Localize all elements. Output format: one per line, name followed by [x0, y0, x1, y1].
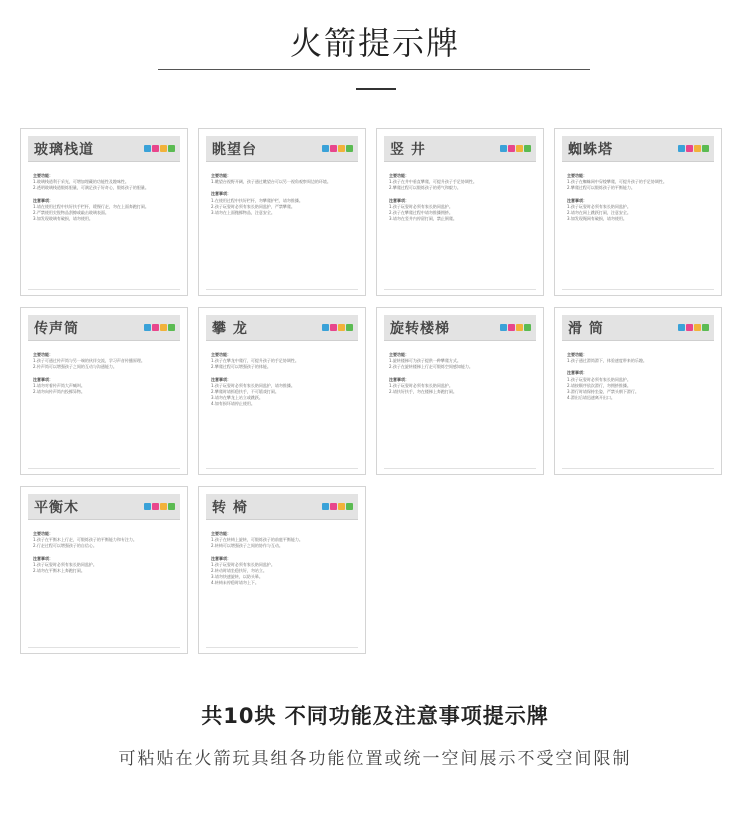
section-line: 1.孩子可通过传声筒与另一端的伙伴交流，学习声音传播原理。 — [33, 358, 145, 364]
section-line: 2.请扶好扶手，勿在楼梯上奔跑打闹。 — [389, 389, 457, 395]
section-heading: 主要功能： — [567, 352, 587, 357]
color-blocks-icon — [144, 503, 175, 510]
color-block-icon — [144, 145, 151, 152]
sign-card-title: 攀 龙 — [212, 321, 248, 337]
sign-card-bottom-rule — [384, 468, 536, 469]
section-line: 3.滑行时请保持坐姿，严禁头朝下滑行。 — [567, 389, 639, 395]
section-line: 1.孩子玩耍时必须有家长陪同监护，请勿推搡。 — [211, 382, 295, 388]
sign-card-bottom-rule — [28, 647, 180, 648]
color-block-icon — [330, 145, 337, 152]
section-line: 1.孩子玩耍时必须有家长陪同监护。 — [389, 203, 453, 209]
sign-card-title: 玻璃栈道 — [34, 142, 94, 158]
section-heading: 注意事项： — [33, 376, 53, 382]
sign-card-bottom-rule — [28, 289, 180, 290]
section-line: 2.请勿在平衡木上奔跑打闹。 — [33, 568, 85, 574]
color-block-icon — [152, 503, 159, 510]
section-line: 1.孩子玩耍时必须有家长陪同监护。 — [33, 561, 97, 567]
section-line: 1.孩子玩耍时必须有家长陪同监护。 — [567, 203, 631, 209]
section-line: 2.攀爬时请抓稳扶手，不可嬉戏打闹。 — [211, 389, 279, 395]
sign-card — [554, 128, 722, 296]
color-block-icon — [168, 503, 175, 510]
section-heading: 主要功能： — [211, 531, 231, 536]
sign-card-body — [389, 173, 533, 285]
color-block-icon — [702, 324, 709, 331]
sign-card-header — [206, 136, 358, 162]
sign-card-body — [389, 352, 533, 464]
section-heading: 注意事项： — [567, 197, 587, 203]
section-line: 4.转椅未停稳时请勿上下。 — [211, 580, 259, 586]
color-block-icon — [516, 145, 523, 152]
section-line: 2.严禁使用尖锐物品刮擦或敲击玻璃表面。 — [33, 210, 109, 216]
section-line: 1.孩子在井中垂直攀爬，可提升孩子手足协调性。 — [389, 179, 477, 185]
section-line: 3.请勿在攀龙上站立或跳跃。 — [211, 395, 263, 401]
section-line: 2.孩子在旋转楼梯上行走可锻炼空间感知能力。 — [389, 364, 473, 370]
section-heading: 主要功能： — [33, 173, 53, 178]
color-blocks-icon — [322, 503, 353, 510]
sign-card-header — [206, 315, 358, 341]
section-line: 2.孩子玩耍时必须有家长陪同监护，严禁攀爬。 — [211, 203, 295, 209]
footer-headline: 共10块 不同功能及注意事项提示牌 — [201, 704, 549, 728]
color-blocks-icon — [322, 324, 353, 331]
sign-card-header — [562, 315, 714, 341]
color-block-icon — [694, 324, 701, 331]
sign-card-body — [211, 173, 355, 285]
section-heading: 主要功能： — [389, 352, 409, 357]
sign-card-body — [33, 352, 177, 464]
color-block-icon — [524, 324, 531, 331]
section-line: 1.请勿对着传声筒大声喊叫。 — [33, 382, 85, 388]
section-heading: 主要功能： — [567, 173, 587, 178]
color-block-icon — [330, 324, 337, 331]
section-line: 1.玻璃栈道利于采光，可增加埋藏的功能性及趣味性。 — [33, 179, 129, 185]
sign-card-body — [211, 531, 355, 643]
color-block-icon — [160, 503, 167, 510]
section-heading: 主要功能： — [389, 173, 409, 178]
section-heading: 注意事项： — [33, 197, 53, 203]
footer-subtitle: 可粘贴在火箭玩具组各功能位置或统一空间展示不受空间限制 — [118, 749, 632, 769]
section-line: 1.旋转楼梯可为孩子提供一种攀爬方式。 — [389, 358, 461, 364]
section-heading: 注意事项： — [567, 370, 587, 376]
color-block-icon — [500, 324, 507, 331]
sign-card — [376, 128, 544, 296]
sign-card-body — [211, 352, 355, 464]
sign-card-title: 蜘蛛塔 — [568, 142, 613, 158]
sign-card-bottom-rule — [206, 468, 358, 469]
title-dash — [356, 88, 396, 90]
page-title: 火箭提示牌 — [289, 24, 460, 62]
section-heading: 注意事项： — [389, 197, 409, 203]
section-line: 2.行走过程可以增强孩子的自信心。 — [33, 543, 97, 549]
color-block-icon — [678, 145, 685, 152]
section-line: 1.孩子在平衡木上行走，可锻炼孩子的平衡能力和专注力。 — [33, 537, 137, 543]
sign-card-bottom-rule — [206, 647, 358, 648]
section-line: 3.请勿在上面抛掷物品，注意安全。 — [211, 210, 275, 216]
color-block-icon — [144, 503, 151, 510]
section-line: 2.请勿在网上跳跃打闹，注意安全。 — [567, 210, 631, 216]
section-line: 3.请勿在竖井内停留打闹，禁止倒爬。 — [389, 216, 457, 222]
sign-card-body — [567, 173, 711, 285]
sign-card — [198, 307, 366, 475]
color-blocks-icon — [678, 145, 709, 152]
section-line: 2.透明玻璃栈道锻炼胆量，可满足孩子好奇心，锻炼孩子的胆量。 — [33, 185, 149, 191]
section-line: 2.攀爬过程可以增强孩子的体能。 — [211, 364, 271, 370]
section-line: 3.如发现玻璃有破损，请勿使用。 — [33, 216, 93, 222]
sign-card-title: 滑 筒 — [568, 321, 604, 337]
color-block-icon — [168, 324, 175, 331]
color-block-icon — [686, 145, 693, 152]
sign-card-title: 眺望台 — [212, 142, 257, 158]
color-block-icon — [160, 145, 167, 152]
section-line: 4.如有损坏请停止使用。 — [211, 401, 255, 407]
section-heading: 注意事项： — [389, 376, 409, 382]
color-block-icon — [346, 145, 353, 152]
section-heading: 注意事项： — [211, 191, 231, 197]
section-line: 1.眺望台视野开阔，孩子通过眺望台可以另一视角观察周边的环境。 — [211, 179, 331, 185]
color-block-icon — [508, 145, 515, 152]
color-block-icon — [338, 145, 345, 152]
color-block-icon — [516, 324, 523, 331]
section-line: 1.孩子玩耍时必须有家长陪同监护。 — [211, 561, 275, 567]
sign-card-bottom-rule — [206, 289, 358, 290]
color-block-icon — [508, 324, 515, 331]
color-block-icon — [152, 145, 159, 152]
color-blocks-icon — [144, 324, 175, 331]
section-heading: 注意事项： — [33, 555, 53, 561]
color-block-icon — [322, 503, 329, 510]
color-block-icon — [694, 145, 701, 152]
sign-card — [198, 486, 366, 654]
section-line: 4.滑出后请迅速离开出口。 — [567, 395, 615, 401]
sign-card-header — [384, 136, 536, 162]
color-block-icon — [702, 145, 709, 152]
sign-card-title: 传声筒 — [34, 321, 79, 337]
color-block-icon — [678, 324, 685, 331]
color-block-icon — [152, 324, 159, 331]
section-line: 1.孩子通过滑筒滑下，体验速度带来的乐趣。 — [567, 358, 647, 364]
color-block-icon — [346, 503, 353, 510]
section-line: 3.请勿快速旋转，以防头晕。 — [211, 574, 263, 580]
sign-card — [20, 128, 188, 296]
sign-card-body — [33, 531, 177, 643]
section-line: 1.在使用过程中扶好栏杆，勿攀爬护栏，请勿推搡。 — [211, 197, 303, 203]
sign-card-header — [384, 315, 536, 341]
color-block-icon — [144, 324, 151, 331]
color-block-icon — [686, 324, 693, 331]
sign-card-header — [28, 315, 180, 341]
section-line: 2.攀爬过程可以锻炼孩子的勇气和毅力。 — [389, 185, 461, 191]
sign-card-body — [567, 352, 711, 464]
color-blocks-icon — [500, 324, 531, 331]
color-blocks-icon — [322, 145, 353, 152]
color-block-icon — [338, 503, 345, 510]
color-block-icon — [160, 324, 167, 331]
sign-card-header — [562, 136, 714, 162]
sign-card — [198, 128, 366, 296]
sign-card-header — [28, 136, 180, 162]
color-block-icon — [500, 145, 507, 152]
section-line: 2.转动时请坐稳扶好，勿站立。 — [211, 568, 267, 574]
section-line: 1.孩子玩耍时必须有家长陪同监护。 — [567, 376, 631, 382]
color-block-icon — [330, 503, 337, 510]
sign-card — [376, 307, 544, 475]
section-heading: 主要功能： — [33, 352, 53, 357]
section-line: 2.攀爬过程可以锻炼孩子的平衡能力。 — [567, 185, 635, 191]
section-line: 1.请在使用过程中扶好扶手栏杆，缓慢行走，勿在上面奔跑打闹。 — [33, 203, 149, 209]
color-block-icon — [168, 145, 175, 152]
color-blocks-icon — [500, 145, 531, 152]
section-heading: 主要功能： — [211, 173, 231, 178]
color-block-icon — [338, 324, 345, 331]
section-heading: 主要功能： — [33, 531, 53, 536]
title-divider — [158, 69, 590, 70]
section-line: 1.孩子在蜘蛛网中穿梭攀爬，可提升孩子的手足协调性。 — [567, 179, 667, 185]
sign-card-title: 旋转楼梯 — [390, 321, 450, 337]
sign-card-bottom-rule — [384, 289, 536, 290]
sign-card-header — [28, 494, 180, 520]
section-line: 1.孩子在攀龙中爬行，可提升孩子的手足协调性。 — [211, 358, 299, 364]
color-block-icon — [346, 324, 353, 331]
sign-card-title: 转 椅 — [212, 500, 248, 516]
section-line: 2.请按顺序依次滑行，勿拥挤推搡。 — [567, 382, 631, 388]
section-heading: 主要功能： — [211, 352, 231, 357]
color-block-icon — [322, 145, 329, 152]
color-block-icon — [322, 324, 329, 331]
sign-card — [20, 486, 188, 654]
color-block-icon — [524, 145, 531, 152]
section-line: 2.传声筒可以增强孩子之间的互动与沟通能力。 — [33, 364, 117, 370]
color-blocks-icon — [144, 145, 175, 152]
section-heading: 注意事项： — [211, 555, 231, 561]
section-line: 2.请勿向传声筒内投掷异物。 — [33, 389, 85, 395]
section-line: 3.如发现绳网有破损，请勿使用。 — [567, 216, 627, 222]
sign-card-title: 竖 井 — [390, 142, 426, 158]
sign-card-bottom-rule — [562, 289, 714, 290]
section-line: 1.孩子在转椅上旋转，可锻炼孩子的前庭平衡能力。 — [211, 537, 303, 543]
sign-card-header — [206, 494, 358, 520]
sign-card-bottom-rule — [562, 468, 714, 469]
section-heading: 注意事项： — [211, 376, 231, 382]
sign-card-title: 平衡木 — [34, 500, 79, 516]
section-line: 2.转椅可以增强孩子之间的协作与互动。 — [211, 543, 283, 549]
sign-card-bottom-rule — [28, 468, 180, 469]
section-line: 2.孩子在攀爬过程中请勿推搡拥挤。 — [389, 210, 453, 216]
sign-card — [554, 307, 722, 475]
sign-card — [20, 307, 188, 475]
section-line: 1.孩子玩耍时必须有家长陪同监护。 — [389, 382, 453, 388]
sign-card-body — [33, 173, 177, 285]
color-blocks-icon — [678, 324, 709, 331]
